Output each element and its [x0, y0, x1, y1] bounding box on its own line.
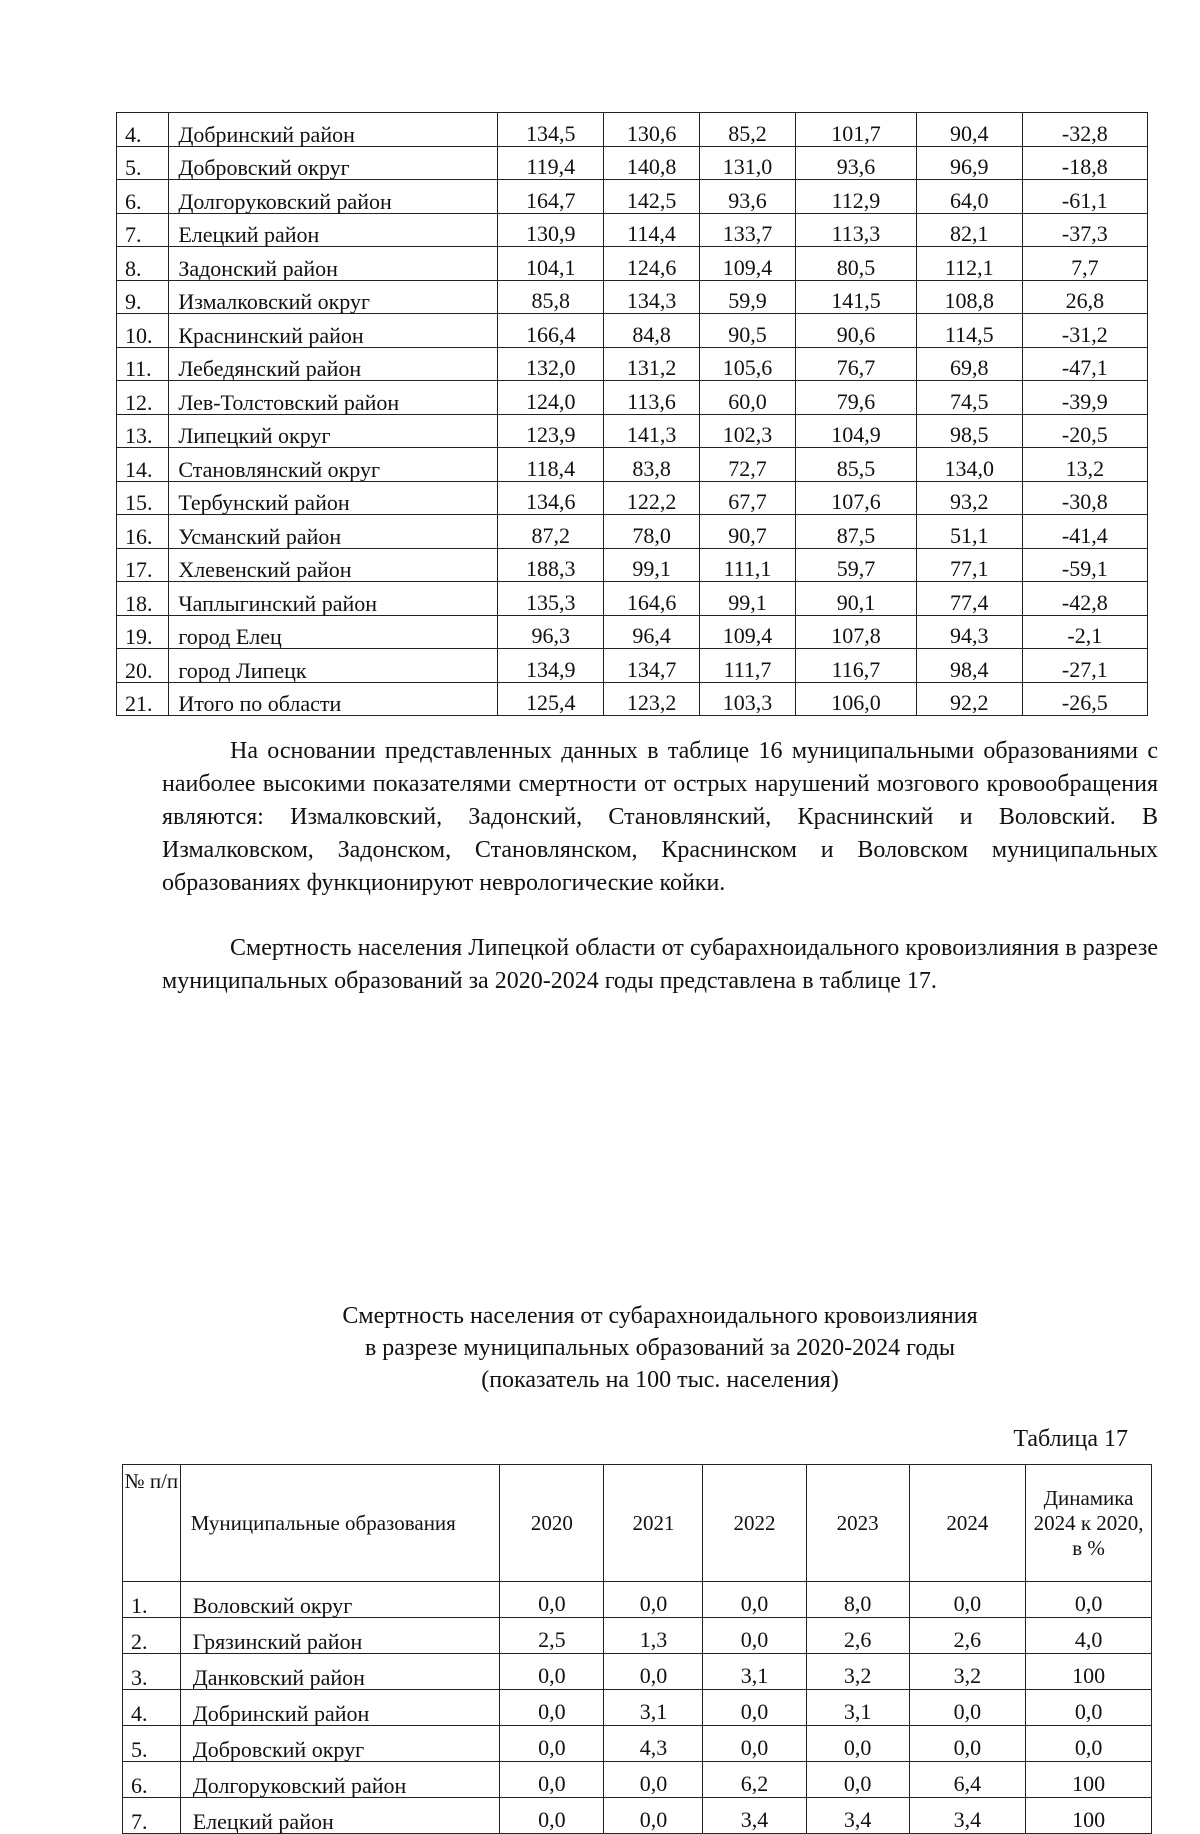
- value-2022: 99,1: [700, 582, 796, 616]
- value-2024: 96,9: [916, 146, 1022, 180]
- value-dynamics: 0,0: [1026, 1726, 1152, 1762]
- value-dynamics: 7,7: [1022, 247, 1147, 281]
- municipality-name: Липецкий округ: [169, 414, 498, 448]
- value-2023: 3,4: [806, 1798, 909, 1834]
- value-2024: 51,1: [916, 515, 1022, 549]
- municipality-name: Долгоруковский район: [180, 1762, 500, 1798]
- municipality-name: Чаплыгинский район: [169, 582, 498, 616]
- value-dynamics: 4,0: [1026, 1618, 1152, 1654]
- value-2024: 92,2: [916, 682, 1022, 716]
- table-row: [117, 247, 1148, 281]
- header-municipality: Муниципальные образования: [180, 1465, 500, 1582]
- value-dynamics: 0,0: [1026, 1582, 1152, 1618]
- municipality-name: Елецкий район: [180, 1798, 500, 1834]
- value-2021: 141,3: [604, 414, 700, 448]
- value-2020: 96,3: [498, 615, 604, 649]
- value-2024: 98,5: [916, 414, 1022, 448]
- value-dynamics: -61,1: [1022, 180, 1147, 214]
- row-number: 15.: [117, 481, 169, 515]
- value-2022: 111,1: [700, 548, 796, 582]
- value-2020: 85,8: [498, 280, 604, 314]
- table-row: [123, 1654, 1152, 1690]
- row-number: 6.: [123, 1762, 181, 1798]
- value-2022: 3,4: [703, 1798, 806, 1834]
- value-2024: 94,3: [916, 615, 1022, 649]
- value-2020: 0,0: [500, 1762, 604, 1798]
- value-2020: 87,2: [498, 515, 604, 549]
- analysis-paragraph: На основании представленных данных в таблице 16 муниципальными образованиями с наиболее высокими показателями смертности от острых нарушений мозгового кровообращения являются: Измалковский, Задонский, Становлянский, Краснинский и Воловский. В Измалковском, Задонском, Становлянском, Краснинском и Воловском муниципальных образованиях функционируют неврологические койки.: [162, 738, 1158, 896]
- value-2022: 109,4: [700, 615, 796, 649]
- value-2023: 104,9: [795, 414, 916, 448]
- value-2024: 77,4: [916, 582, 1022, 616]
- value-dynamics: 100: [1026, 1762, 1152, 1798]
- row-number: 4.: [117, 113, 169, 147]
- value-dynamics: -39,9: [1022, 381, 1147, 415]
- table-row: [123, 1690, 1152, 1726]
- value-2022: 60,0: [700, 381, 796, 415]
- value-2020: 0,0: [500, 1690, 604, 1726]
- value-2021: 142,5: [604, 180, 700, 214]
- value-dynamics: -59,1: [1022, 548, 1147, 582]
- row-number: 7.: [123, 1798, 181, 1834]
- table-row: [117, 515, 1148, 549]
- header-2021: 2021: [604, 1465, 703, 1582]
- value-dynamics: -41,4: [1022, 515, 1147, 549]
- table-row: [117, 213, 1148, 247]
- municipality-name: Елецкий район: [169, 213, 498, 247]
- value-2022: 131,0: [700, 146, 796, 180]
- value-2022: 111,7: [700, 649, 796, 683]
- value-2021: 134,7: [604, 649, 700, 683]
- table-17-body: [123, 1582, 1152, 1834]
- row-number: 12.: [117, 381, 169, 415]
- value-dynamics: -27,1: [1022, 649, 1147, 683]
- value-dynamics: -26,5: [1022, 682, 1147, 716]
- value-dynamics: -42,8: [1022, 582, 1147, 616]
- value-2022: 0,0: [703, 1618, 806, 1654]
- municipality-name: Лебедянский район: [169, 347, 498, 381]
- row-number: 14.: [117, 448, 169, 482]
- value-2024: 112,1: [916, 247, 1022, 281]
- row-number: 5.: [123, 1726, 181, 1762]
- value-2024: 2,6: [909, 1618, 1026, 1654]
- value-dynamics: -47,1: [1022, 347, 1147, 381]
- header-2020: 2020: [500, 1465, 604, 1582]
- table-row: [117, 146, 1148, 180]
- value-2023: 141,5: [795, 280, 916, 314]
- table-row: [117, 381, 1148, 415]
- value-2023: 101,7: [795, 113, 916, 147]
- table-17-header: [123, 1465, 1152, 1582]
- value-2021: 122,2: [604, 481, 700, 515]
- municipality-name: Долгоруковский район: [169, 180, 498, 214]
- value-2021: 0,0: [604, 1654, 703, 1690]
- value-2023: 112,9: [795, 180, 916, 214]
- table-row: [117, 448, 1148, 482]
- value-2024: 6,4: [909, 1762, 1026, 1798]
- intro-paragraph: Смертность населения Липецкой области от субарахноидального кровоизлияния в разрезе муниципальных образований за 2020-2024 годы представлена в таблице 17.: [162, 935, 1158, 994]
- value-2023: 113,3: [795, 213, 916, 247]
- row-number: 6.: [117, 180, 169, 214]
- table-row: [123, 1726, 1152, 1762]
- value-2023: 0,0: [806, 1726, 909, 1762]
- municipality-name: город Липецк: [169, 649, 498, 683]
- value-dynamics: -30,8: [1022, 481, 1147, 515]
- value-2020: 164,7: [498, 180, 604, 214]
- value-2021: 113,6: [604, 381, 700, 415]
- value-2023: 3,2: [806, 1654, 909, 1690]
- value-2020: 135,3: [498, 582, 604, 616]
- row-number: 11.: [117, 347, 169, 381]
- municipality-name: Воловский округ: [180, 1582, 500, 1618]
- value-2020: 2,5: [500, 1618, 604, 1654]
- value-dynamics: -31,2: [1022, 314, 1147, 348]
- value-2021: 0,0: [604, 1798, 703, 1834]
- value-2022: 6,2: [703, 1762, 806, 1798]
- value-2024: 0,0: [909, 1690, 1026, 1726]
- value-2023: 106,0: [795, 682, 916, 716]
- value-2020: 119,4: [498, 146, 604, 180]
- value-2021: 78,0: [604, 515, 700, 549]
- value-2023: 116,7: [795, 649, 916, 683]
- value-2020: 134,5: [498, 113, 604, 147]
- value-2024: 93,2: [916, 481, 1022, 515]
- value-2022: 103,3: [700, 682, 796, 716]
- value-2021: 99,1: [604, 548, 700, 582]
- row-number: 5.: [117, 146, 169, 180]
- value-2022: 105,6: [700, 347, 796, 381]
- table-row: [123, 1582, 1152, 1618]
- table-caption-line-1: Смертность населения от субарахноидального кровоизлияния: [342, 1303, 978, 1329]
- table-row: [117, 649, 1148, 683]
- value-2020: 166,4: [498, 314, 604, 348]
- row-number: 18.: [117, 582, 169, 616]
- value-2024: 134,0: [916, 448, 1022, 482]
- value-2023: 3,1: [806, 1690, 909, 1726]
- municipality-name: Краснинский район: [169, 314, 498, 348]
- table-17: [122, 1464, 1152, 1834]
- table-row: [117, 113, 1148, 147]
- value-dynamics: 100: [1026, 1798, 1152, 1834]
- value-2024: 0,0: [909, 1726, 1026, 1762]
- value-2023: 79,6: [795, 381, 916, 415]
- municipality-name: Задонский район: [169, 247, 498, 281]
- value-dynamics: 100: [1026, 1654, 1152, 1690]
- value-2021: 131,2: [604, 347, 700, 381]
- value-2023: 90,6: [795, 314, 916, 348]
- value-2020: 123,9: [498, 414, 604, 448]
- value-2022: 90,5: [700, 314, 796, 348]
- value-2024: 3,2: [909, 1654, 1026, 1690]
- table-16-continuation: [116, 112, 1148, 716]
- table-16-body: [117, 113, 1148, 716]
- municipality-name: Добровский округ: [169, 146, 498, 180]
- row-number: 2.: [123, 1618, 181, 1654]
- table-row: [117, 280, 1148, 314]
- value-2020: 0,0: [500, 1798, 604, 1834]
- municipality-name: Хлевенский район: [169, 548, 498, 582]
- value-2021: 114,4: [604, 213, 700, 247]
- value-2020: 124,0: [498, 381, 604, 415]
- value-2020: 134,9: [498, 649, 604, 683]
- municipality-name: Добринский район: [169, 113, 498, 147]
- value-2020: 134,6: [498, 481, 604, 515]
- municipality-name: Усманский район: [169, 515, 498, 549]
- value-dynamics: -32,8: [1022, 113, 1147, 147]
- row-number: 4.: [123, 1690, 181, 1726]
- table-row: [123, 1762, 1152, 1798]
- row-number: 1.: [123, 1582, 181, 1618]
- value-2021: 84,8: [604, 314, 700, 348]
- value-2021: 134,3: [604, 280, 700, 314]
- row-number: 9.: [117, 280, 169, 314]
- value-2021: 123,2: [604, 682, 700, 716]
- row-number: 16.: [117, 515, 169, 549]
- table-row: [117, 548, 1148, 582]
- value-2021: 130,6: [604, 113, 700, 147]
- value-2023: 87,5: [795, 515, 916, 549]
- value-2021: 83,8: [604, 448, 700, 482]
- value-2021: 164,6: [604, 582, 700, 616]
- value-2023: 0,0: [806, 1762, 909, 1798]
- value-2023: 90,1: [795, 582, 916, 616]
- value-2021: 96,4: [604, 615, 700, 649]
- value-2022: 90,7: [700, 515, 796, 549]
- value-2023: 59,7: [795, 548, 916, 582]
- municipality-name: Лев-Толстовский район: [169, 381, 498, 415]
- value-2022: 133,7: [700, 213, 796, 247]
- row-number: 13.: [117, 414, 169, 448]
- municipality-name: Итого по области: [169, 682, 498, 716]
- value-2022: 85,2: [700, 113, 796, 147]
- value-2020: 0,0: [500, 1726, 604, 1762]
- value-2023: 107,6: [795, 481, 916, 515]
- row-number: 3.: [123, 1654, 181, 1690]
- value-2023: 80,5: [795, 247, 916, 281]
- value-2022: 0,0: [703, 1690, 806, 1726]
- row-number: 7.: [117, 213, 169, 247]
- table-row: [117, 582, 1148, 616]
- header-2022: 2022: [703, 1465, 806, 1582]
- table-row: [117, 481, 1148, 515]
- value-2024: 98,4: [916, 649, 1022, 683]
- municipality-name: Добровский округ: [180, 1726, 500, 1762]
- value-2021: 124,6: [604, 247, 700, 281]
- value-dynamics: -2,1: [1022, 615, 1147, 649]
- table-caption-line-2: в разрезе муниципальных образований за 2020-2024 годы: [364, 1335, 956, 1361]
- header-2024: 2024: [909, 1465, 1026, 1582]
- municipality-name: Измалковский округ: [169, 280, 498, 314]
- table-row: [117, 314, 1148, 348]
- value-2021: 4,3: [604, 1726, 703, 1762]
- row-number: 10.: [117, 314, 169, 348]
- value-2024: 3,4: [909, 1798, 1026, 1834]
- value-2022: 93,6: [700, 180, 796, 214]
- value-2024: 69,8: [916, 347, 1022, 381]
- row-number: 17.: [117, 548, 169, 582]
- value-2023: 8,0: [806, 1582, 909, 1618]
- value-2020: 125,4: [498, 682, 604, 716]
- value-2020: 118,4: [498, 448, 604, 482]
- table-row: [117, 180, 1148, 214]
- value-2023: 2,6: [806, 1618, 909, 1654]
- value-2022: 109,4: [700, 247, 796, 281]
- municipality-name: Добринский район: [180, 1690, 500, 1726]
- value-2020: 130,9: [498, 213, 604, 247]
- value-2024: 114,5: [916, 314, 1022, 348]
- municipality-name: Тербунский район: [169, 481, 498, 515]
- value-2021: 140,8: [604, 146, 700, 180]
- municipality-name: Данковский район: [180, 1654, 500, 1690]
- value-2022: 102,3: [700, 414, 796, 448]
- value-dynamics: 13,2: [1022, 448, 1147, 482]
- value-2020: 188,3: [498, 548, 604, 582]
- value-2024: 64,0: [916, 180, 1022, 214]
- value-2020: 132,0: [498, 347, 604, 381]
- value-2023: 76,7: [795, 347, 916, 381]
- table-row-total: [117, 682, 1148, 716]
- value-2022: 0,0: [703, 1726, 806, 1762]
- value-2023: 93,6: [795, 146, 916, 180]
- municipality-name: Грязинский район: [180, 1618, 500, 1654]
- value-2022: 59,9: [700, 280, 796, 314]
- value-2021: 0,0: [604, 1762, 703, 1798]
- row-number: 19.: [117, 615, 169, 649]
- value-2020: 0,0: [500, 1654, 604, 1690]
- value-dynamics: -37,3: [1022, 213, 1147, 247]
- table-row: [123, 1618, 1152, 1654]
- value-2022: 0,0: [703, 1582, 806, 1618]
- value-2021: 3,1: [604, 1690, 703, 1726]
- value-2024: 0,0: [909, 1582, 1026, 1618]
- value-2022: 3,1: [703, 1654, 806, 1690]
- header-number: № п/п: [123, 1465, 181, 1582]
- header-dynamics: Динамика 2024 к 2020, в %: [1026, 1465, 1152, 1582]
- value-2023: 107,8: [795, 615, 916, 649]
- value-2021: 1,3: [604, 1618, 703, 1654]
- header-row: [123, 1465, 1152, 1582]
- table-caption-line-3: (показатель на 100 тыс. населения): [481, 1367, 839, 1393]
- value-2020: 0,0: [500, 1582, 604, 1618]
- municipality-name: Становлянский округ: [169, 448, 498, 482]
- table-row: [117, 414, 1148, 448]
- table-row: [117, 615, 1148, 649]
- value-2022: 67,7: [700, 481, 796, 515]
- value-2022: 72,7: [700, 448, 796, 482]
- header-2023: 2023: [806, 1465, 909, 1582]
- value-2024: 108,8: [916, 280, 1022, 314]
- value-dynamics: 26,8: [1022, 280, 1147, 314]
- row-number: 8.: [117, 247, 169, 281]
- value-dynamics: -20,5: [1022, 414, 1147, 448]
- row-number: 21.: [117, 682, 169, 716]
- municipality-name: город Елец: [169, 615, 498, 649]
- value-dynamics: 0,0: [1026, 1690, 1152, 1726]
- table-number-label: Таблица 17: [1013, 1426, 1128, 1452]
- value-2024: 90,4: [916, 113, 1022, 147]
- row-number: 20.: [117, 649, 169, 683]
- value-2024: 77,1: [916, 548, 1022, 582]
- value-2020: 104,1: [498, 247, 604, 281]
- value-2024: 74,5: [916, 381, 1022, 415]
- value-2021: 0,0: [604, 1582, 703, 1618]
- value-dynamics: -18,8: [1022, 146, 1147, 180]
- value-2023: 85,5: [795, 448, 916, 482]
- table-row: [123, 1798, 1152, 1834]
- value-2024: 82,1: [916, 213, 1022, 247]
- table-row: [117, 347, 1148, 381]
